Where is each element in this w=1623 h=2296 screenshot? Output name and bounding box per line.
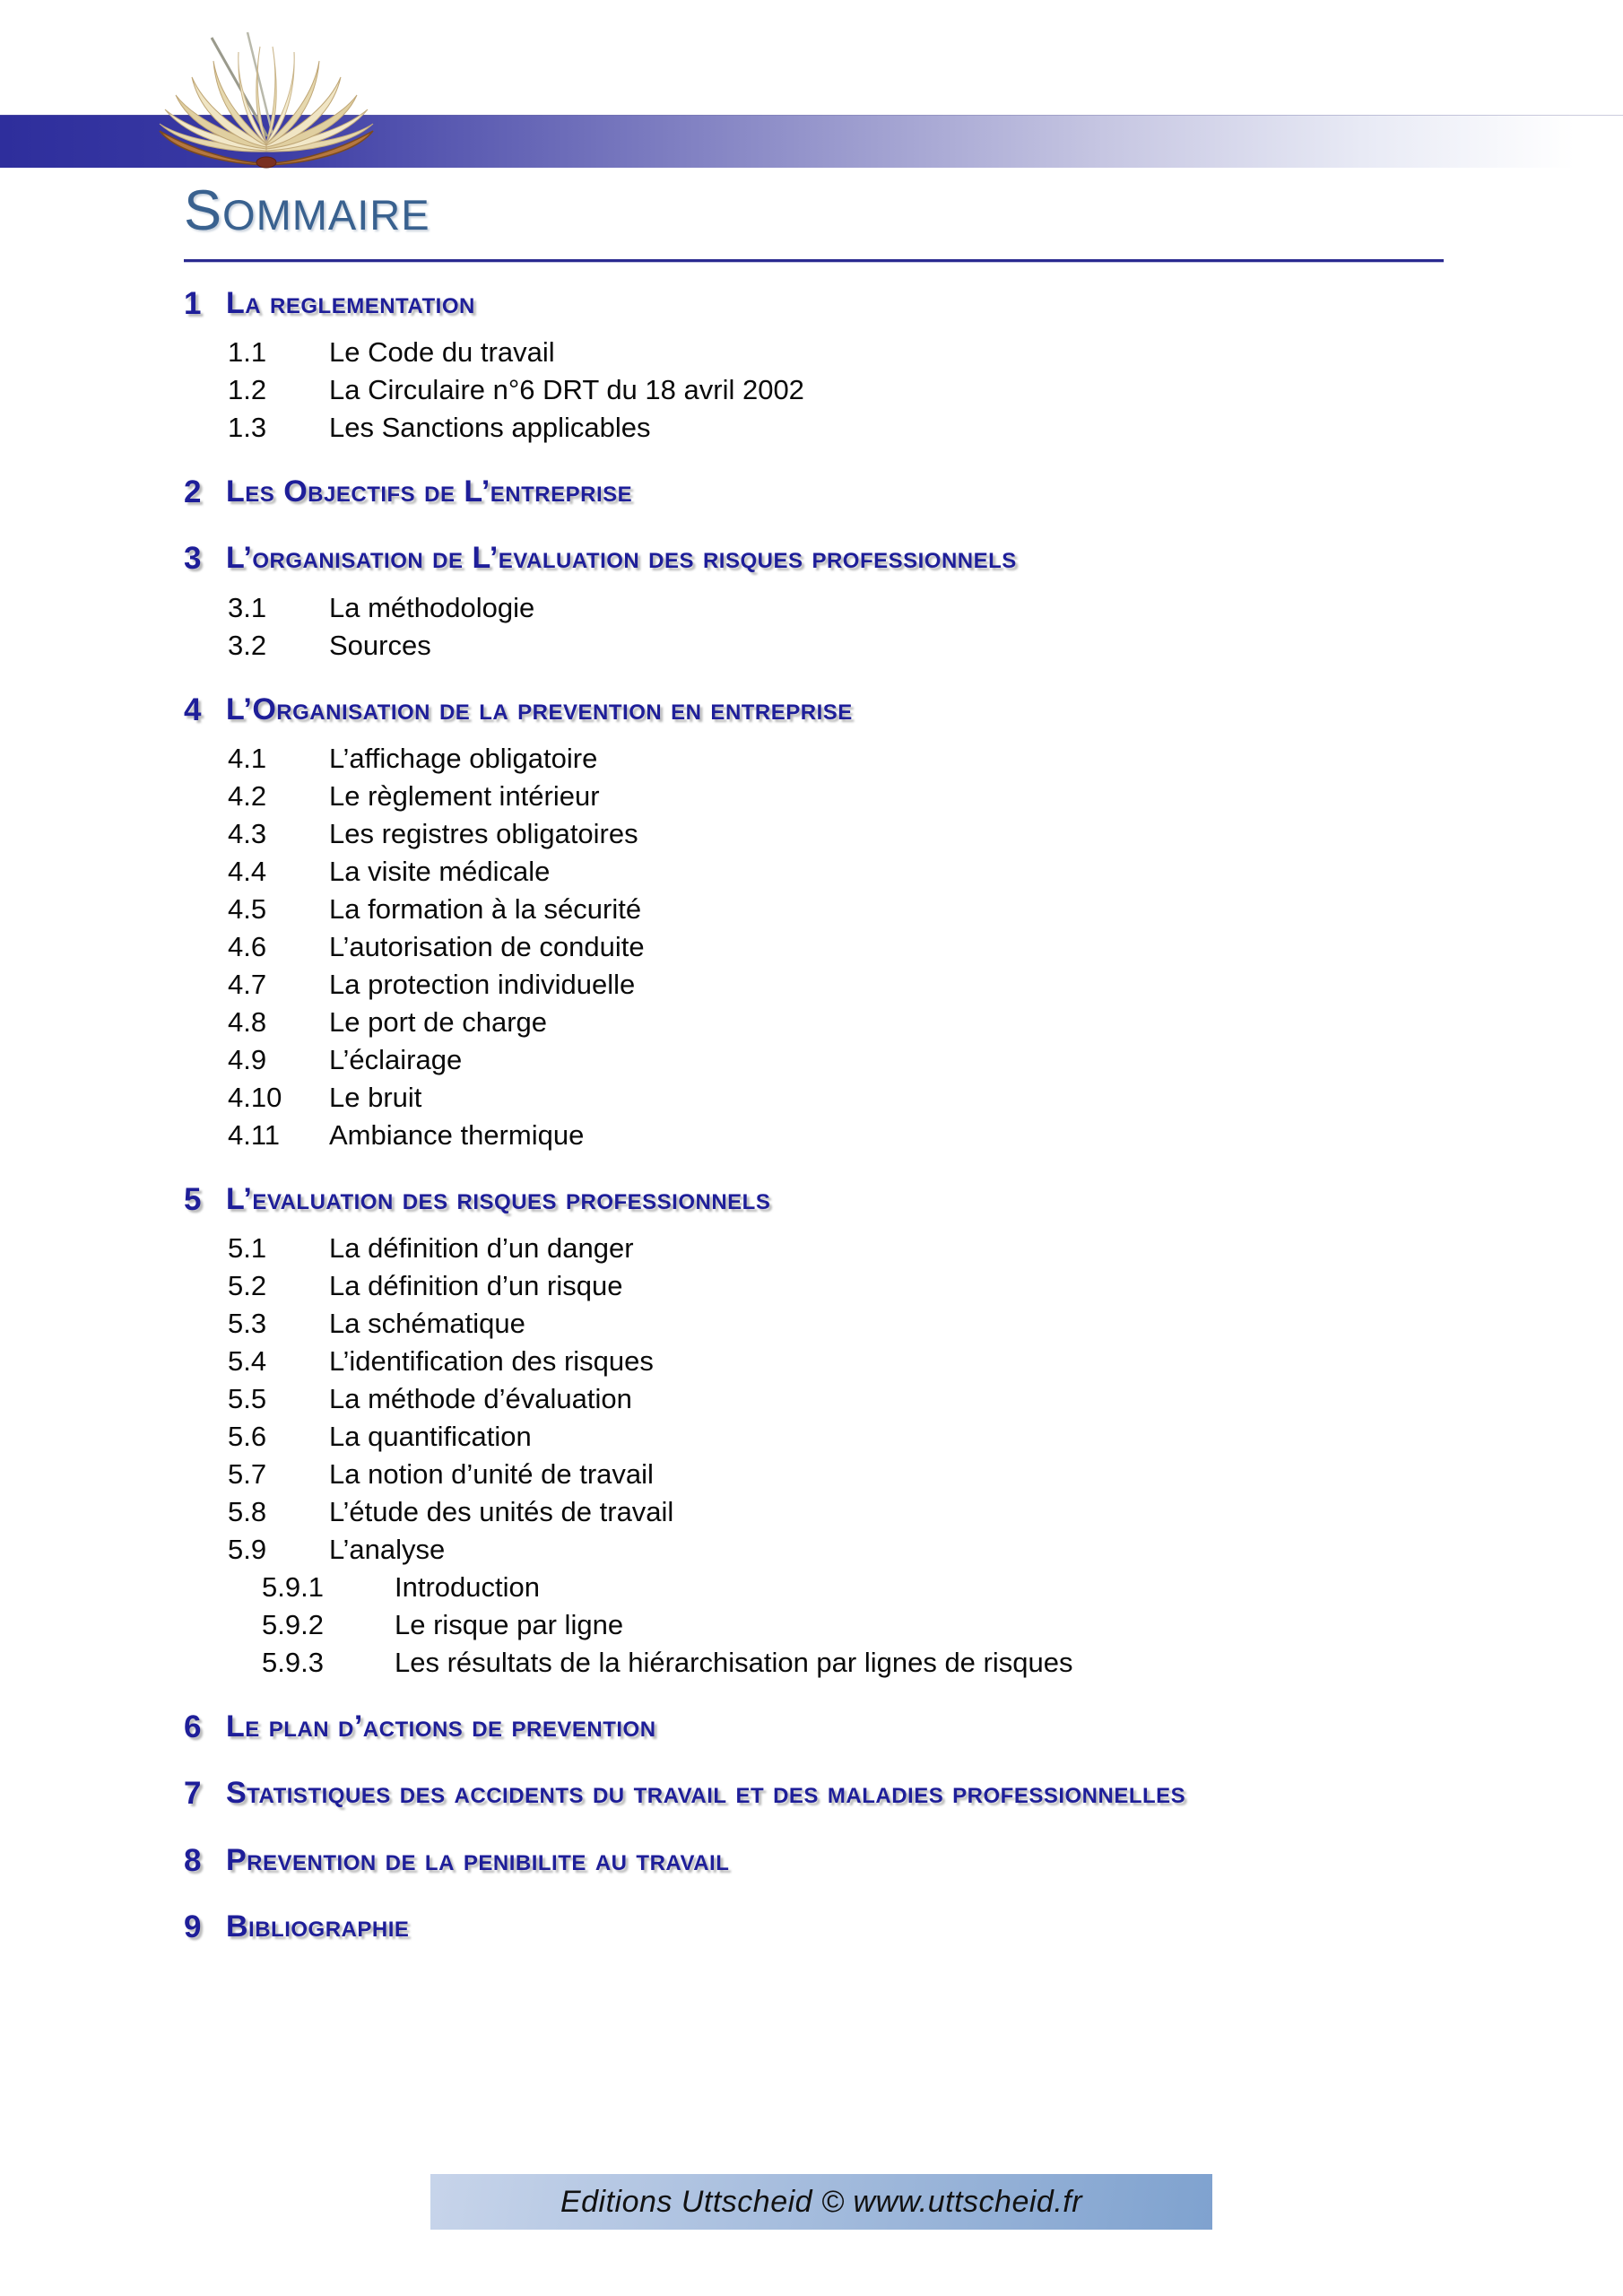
toc-content — [184, 176, 1444, 1952]
toc-item — [184, 334, 1444, 371]
toc-item — [184, 1456, 1444, 1493]
toc-section-title: L’organisation de L’evaluation des risques professionnels — [226, 541, 1017, 576]
toc-section-title: Prevention de la penibilite au travail — [226, 1842, 730, 1877]
toc-item-number: 4.4 — [228, 855, 267, 887]
toc-item — [184, 1343, 1444, 1380]
toc-item — [184, 815, 1444, 853]
toc-section-title: La reglementation — [226, 285, 475, 320]
toc-item-number: 3.1 — [228, 591, 267, 623]
toc-item-label: La schématique — [329, 1308, 525, 1339]
toc-item-label: La méthode d’évaluation — [329, 1383, 632, 1414]
toc-item-number: 4.3 — [228, 817, 267, 849]
toc-item-number: 4.11 — [228, 1118, 281, 1151]
toc-items — [184, 589, 1444, 665]
toc-section — [184, 1837, 1444, 1885]
toc-item — [184, 589, 1444, 627]
toc-section — [184, 1703, 1444, 1752]
toc-section — [184, 1176, 1444, 1224]
toc-item-number: 5.6 — [228, 1421, 267, 1452]
toc-item — [184, 1493, 1444, 1531]
toc-section-number: 7 — [184, 1776, 202, 1812]
toc-item — [184, 1079, 1444, 1117]
footer-bar — [430, 2174, 1212, 2230]
toc-item-label: Le bruit — [329, 1081, 422, 1113]
toc-section — [184, 1770, 1444, 1818]
toc-item-label: La visite médicale — [329, 855, 551, 887]
toc-item-number: 5.7 — [228, 1458, 267, 1490]
toc-item — [184, 1380, 1444, 1418]
toc-item-number: 5.2 — [228, 1270, 267, 1301]
toc-item-label: La quantification — [329, 1421, 532, 1452]
toc-item-label: Ambiance thermique — [329, 1118, 585, 1151]
toc-item-label: Le port de charge — [329, 1005, 548, 1038]
toc-item-number: 5.5 — [228, 1383, 267, 1414]
toc-item-number: 4.8 — [228, 1005, 267, 1038]
toc-item — [184, 966, 1444, 1004]
toc-item — [184, 928, 1444, 966]
toc-item-number: 5.9 — [228, 1534, 267, 1565]
toc-item-label: La protection individuelle — [329, 968, 636, 1000]
toc-item-number: 5.9.3 — [262, 1647, 324, 1678]
toc-item — [184, 627, 1444, 665]
toc-item-number: 5.4 — [228, 1345, 267, 1377]
toc-item — [184, 853, 1444, 891]
toc-item-number: 1.1 — [228, 336, 267, 368]
toc-item-number: 1.2 — [228, 374, 267, 405]
toc-item — [184, 891, 1444, 928]
toc-section-number: 9 — [184, 1909, 202, 1944]
toc-item-label: Les résultats de la hiérarchisation par lignes de risques — [395, 1647, 1073, 1678]
toc-item-label: L’autorisation de conduite — [329, 930, 645, 962]
toc-item — [184, 1117, 1444, 1154]
toc-items — [184, 334, 1444, 447]
toc-item-label: Introduction — [395, 1571, 540, 1603]
page-title — [184, 176, 1444, 247]
toc-item-number: 4.10 — [228, 1081, 282, 1113]
toc-item-number: 5.9.2 — [262, 1609, 324, 1640]
toc-item — [184, 1569, 1444, 1606]
toc-section-title: Les Objectifs de L’entreprise — [226, 474, 633, 509]
toc-section — [184, 468, 1444, 517]
toc-item-number: 1.3 — [228, 412, 267, 443]
toc-item — [184, 1267, 1444, 1305]
toc-item-number: 4.5 — [228, 892, 267, 925]
toc-items — [184, 740, 1444, 1154]
toc-section-number: 6 — [184, 1709, 202, 1744]
toc-item-label: La méthodologie — [329, 591, 535, 623]
toc-item — [184, 409, 1444, 447]
open-book-icon — [133, 30, 400, 170]
toc-section-title: Bibliographie — [226, 1909, 410, 1944]
toc-item — [184, 371, 1444, 409]
toc-item-label: L’identification des risques — [329, 1345, 654, 1377]
toc-section — [184, 1903, 1444, 1952]
toc-section-number: 3 — [184, 541, 202, 577]
toc-item-label: Le règlement intérieur — [329, 779, 600, 812]
toc-item-number: 5.9.1 — [262, 1571, 324, 1603]
toc-item — [184, 1644, 1444, 1682]
toc-section — [184, 535, 1444, 583]
toc-item — [184, 1041, 1444, 1079]
toc-section-title: Statistiques des accidents du travail et des maladies professionnelles — [226, 1776, 1186, 1811]
toc-item-number: 4.6 — [228, 930, 267, 962]
toc-item-label: La formation à la sécurité — [329, 892, 642, 925]
toc-item — [184, 1004, 1444, 1041]
toc-item-label: La définition d’un risque — [329, 1270, 623, 1301]
toc-item-number: 4.7 — [228, 968, 267, 1000]
toc-section-number: 2 — [184, 474, 202, 509]
toc-item-label: Les registres obligatoires — [329, 817, 638, 849]
toc-item-label: La définition d’un danger — [329, 1232, 634, 1264]
toc-section-number: 8 — [184, 1842, 202, 1878]
toc-items — [184, 1230, 1444, 1682]
toc-section-number: 5 — [184, 1181, 202, 1217]
toc-section-number: 1 — [184, 285, 202, 321]
toc-item-number: 4.9 — [228, 1043, 267, 1075]
toc-item-label: La notion d’unité de travail — [329, 1458, 654, 1490]
toc-section — [184, 280, 1444, 328]
toc-item — [184, 1230, 1444, 1267]
toc-section-title: Le plan d’actions de prevention — [226, 1709, 656, 1744]
toc-item — [184, 1606, 1444, 1644]
toc-section-title: L’evaluation des risques professionnels — [226, 1181, 771, 1216]
toc-item — [184, 1418, 1444, 1456]
toc — [184, 280, 1444, 1952]
toc-item-number: 4.1 — [228, 742, 267, 774]
toc-item-number: 5.8 — [228, 1496, 267, 1527]
toc-item-label: L’étude des unités de travail — [329, 1496, 674, 1527]
toc-item-label: Sources — [329, 629, 431, 661]
toc-item-label: Le Code du travail — [329, 336, 555, 368]
toc-item — [184, 740, 1444, 778]
page-title-rest: OMMAIRE — [222, 191, 430, 239]
toc-section — [184, 686, 1444, 735]
toc-item — [184, 778, 1444, 815]
toc-item — [184, 1305, 1444, 1343]
toc-item-number: 3.2 — [228, 629, 267, 661]
toc-section-number: 4 — [184, 691, 202, 727]
toc-item-label: La Circulaire n°6 DRT du 18 avril 2002 — [329, 374, 804, 405]
toc-item-label: L’analyse — [329, 1534, 446, 1565]
toc-item-number: 5.1 — [228, 1232, 267, 1264]
toc-item-number: 5.3 — [228, 1308, 267, 1339]
toc-item — [184, 1531, 1444, 1569]
toc-section-title: L’Organisation de la prevention en entreprise — [226, 691, 853, 726]
footer-text: Editions Uttscheid © www.uttscheid.fr — [560, 2184, 1083, 2219]
toc-item-label: L’éclairage — [329, 1043, 463, 1075]
toc-item-label: L’affichage obligatoire — [329, 742, 598, 774]
title-rule — [184, 259, 1444, 262]
toc-item-number: 4.2 — [228, 779, 267, 812]
page-title-initial: S — [184, 179, 223, 242]
toc-item-label: Le risque par ligne — [395, 1609, 624, 1640]
toc-item-label: Les Sanctions applicables — [329, 412, 651, 443]
